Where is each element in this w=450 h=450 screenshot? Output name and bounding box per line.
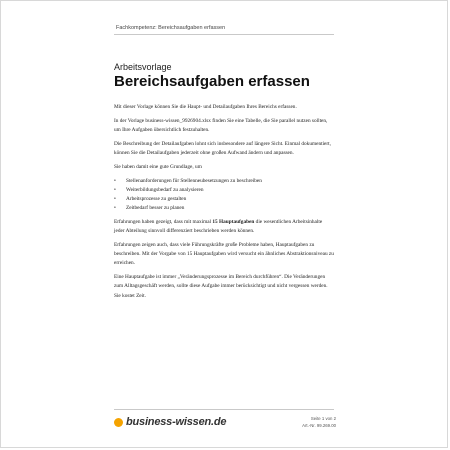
paragraph-basis: Sie haben damit eine gute Grundlage, um [114, 163, 202, 170]
bullet-list [114, 177, 334, 214]
logo-text: business-wissen.de [126, 416, 227, 428]
paragraph-change: Eine Hauptaufgabe ist immer „Veränderungsprozesse im Bereich durchführen“. Die Veränderungen zum Alltagsgeschäft werden, sollte diese Aufgabe immer berücksichtigt und nicht vergessen werden. Sie kostet Zeit. [114, 274, 328, 299]
document-subtitle: Arbeitsvorlage [114, 62, 172, 72]
paragraph-description: Die Beschreibung der Detailaufgaben lohnt sich insbesondere auf längere Sicht. Einmal dokumentiert, können Sie die Detailaufgaben jederzeit ohne großen Aufwand ändern und anpassen. [114, 140, 331, 156]
page-number: Seite 1 von 2 [310, 416, 336, 421]
brand-logo [114, 416, 226, 428]
list-item: • Zeitbedarf besser zu planen [114, 204, 334, 213]
list-item: • Weiterbildungsbedarf zu analysieren [114, 186, 334, 195]
running-header: Fachkompetenz: Bereichsaufgaben erfassen [116, 25, 226, 31]
paragraph-managers: Erfahrungen zeigen auch, dass viele Führungskräfte große Probleme haben, Hauptaufgaben zu beschreiben. Mit der Vorgabe von 15 Hauptaufgaben wird versucht ein ähnliches Abstraktionsniveau zu erreichen. [114, 242, 334, 267]
logo-dot-icon [114, 418, 123, 427]
paragraph-template: In der Vorlage business-wissen_9926904.xlsx finden Sie eine Tabelle, die Sie parallel nutzen sollten, um Ihre Aufgaben übersichtlich festzuhalten. [114, 117, 328, 133]
header-divider [114, 34, 334, 35]
paragraph-experience: Erfahrungen haben gezeigt, dass mit maximal 15 Hauptaufgaben die wesentlichen Arbeitsinhalte jeder Abteilung sinnvoll differenziert beschrieben werden können. [114, 219, 323, 235]
footer-divider [114, 409, 334, 410]
document-title: Bereichsaufgaben erfassen [114, 73, 310, 90]
list-item: • Arbeitsprozesse zu gestalten [114, 195, 334, 204]
bullet-icon: • [114, 196, 116, 202]
paragraph-intro: Mit dieser Vorlage können Sie die Haupt- und Detailaufgaben Ihres Bereichs erfassen. [114, 104, 297, 110]
emphasis-main-tasks: 15 Hauptaufgaben [212, 219, 255, 225]
footer-meta [301, 415, 336, 429]
bullet-icon: • [114, 177, 116, 184]
bullet-icon: • [114, 205, 116, 212]
list-item: • Stellenanforderungen für Stellenneubesetzungen zu beschreiben [114, 177, 334, 186]
bullet-icon: • [114, 186, 116, 193]
article-number: Art.-Nr. 99.269.00 [302, 423, 336, 428]
document-body [114, 103, 334, 305]
